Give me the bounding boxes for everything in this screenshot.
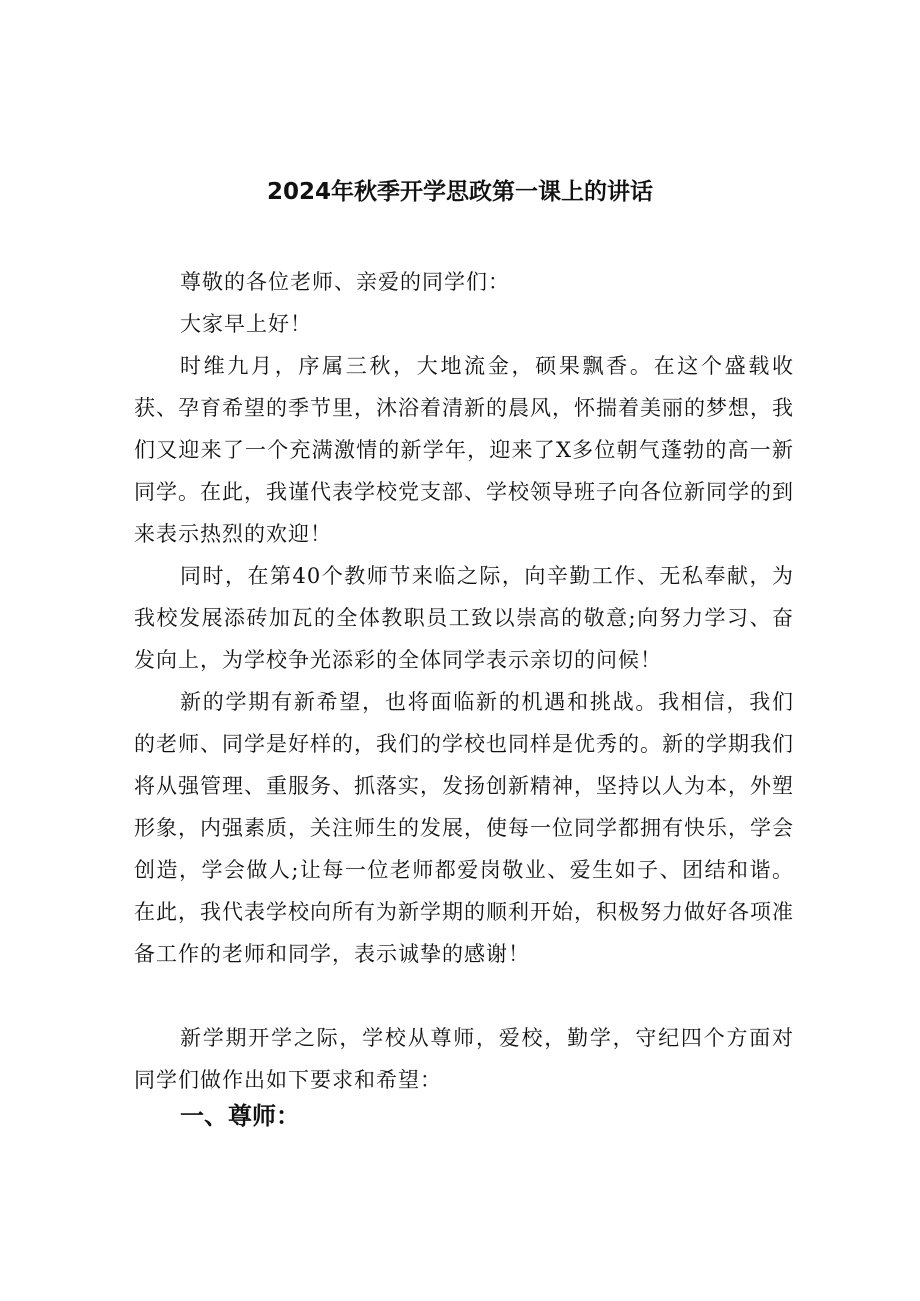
greeting: 大家早上好！ bbox=[180, 312, 312, 336]
paragraph-1-block bbox=[134, 345, 794, 555]
paragraph: 新学期开学之际，学校从尊师，爱校，勤学，守纪四个方面对同学们做作出如下要求和希望： bbox=[134, 1026, 794, 1092]
paragraph-2-block bbox=[134, 555, 794, 681]
paragraph-4-block bbox=[134, 1017, 794, 1101]
paragraph: 同时，在第40个教师节来临之际，向辛勤工作、无私奉献，为我校发展添砖加瓦的全体教职员工致以崇高的敬意;向努力学习、奋发向上，为学校争光添彩的全体同学表示亲切的问候！ bbox=[134, 564, 794, 672]
section-heading: 一、尊师： bbox=[180, 1102, 300, 1130]
paragraph: 时维九月，序属三秋，大地流金，硕果飘香。在这个盛载收获、孕育希望的季节里，沐浴着清新的晨风，怀揣着美丽的梦想，我们又迎来了一个充满激情的新学年，迎来了X多位朝气蓬勃的高一新同学。在此，我谨代表学校党支部、学校领导班子向各位新同学的到来表示热烈的欢迎！ bbox=[134, 354, 794, 546]
salutation: 尊敬的各位老师、亲爱的同学们： bbox=[180, 270, 510, 294]
document-title: 2024年秋季开学思政第一课上的讲话 bbox=[266, 179, 653, 205]
paragraph-3-block bbox=[134, 681, 794, 975]
paragraph: 新的学期有新希望，也将面临新的机遇和挑战。我相信，我们的老师、同学是好样的，我们的学校也同样是优秀的。新的学期我们将从强管理、重服务、抓落实，发扬创新精神，坚持以人为本，外塑形象，内强素质，关注师生的发展，使每一位同学都拥有快乐，学会创造，学会做人;让每一位老师都爱岗敬业、爱生如子、团结和谐。在此，我代表学校向所有为新学期的顺利开始，积极努力做好各项准备工作的老师和同学，表示诚挚的感谢！ bbox=[134, 690, 794, 966]
